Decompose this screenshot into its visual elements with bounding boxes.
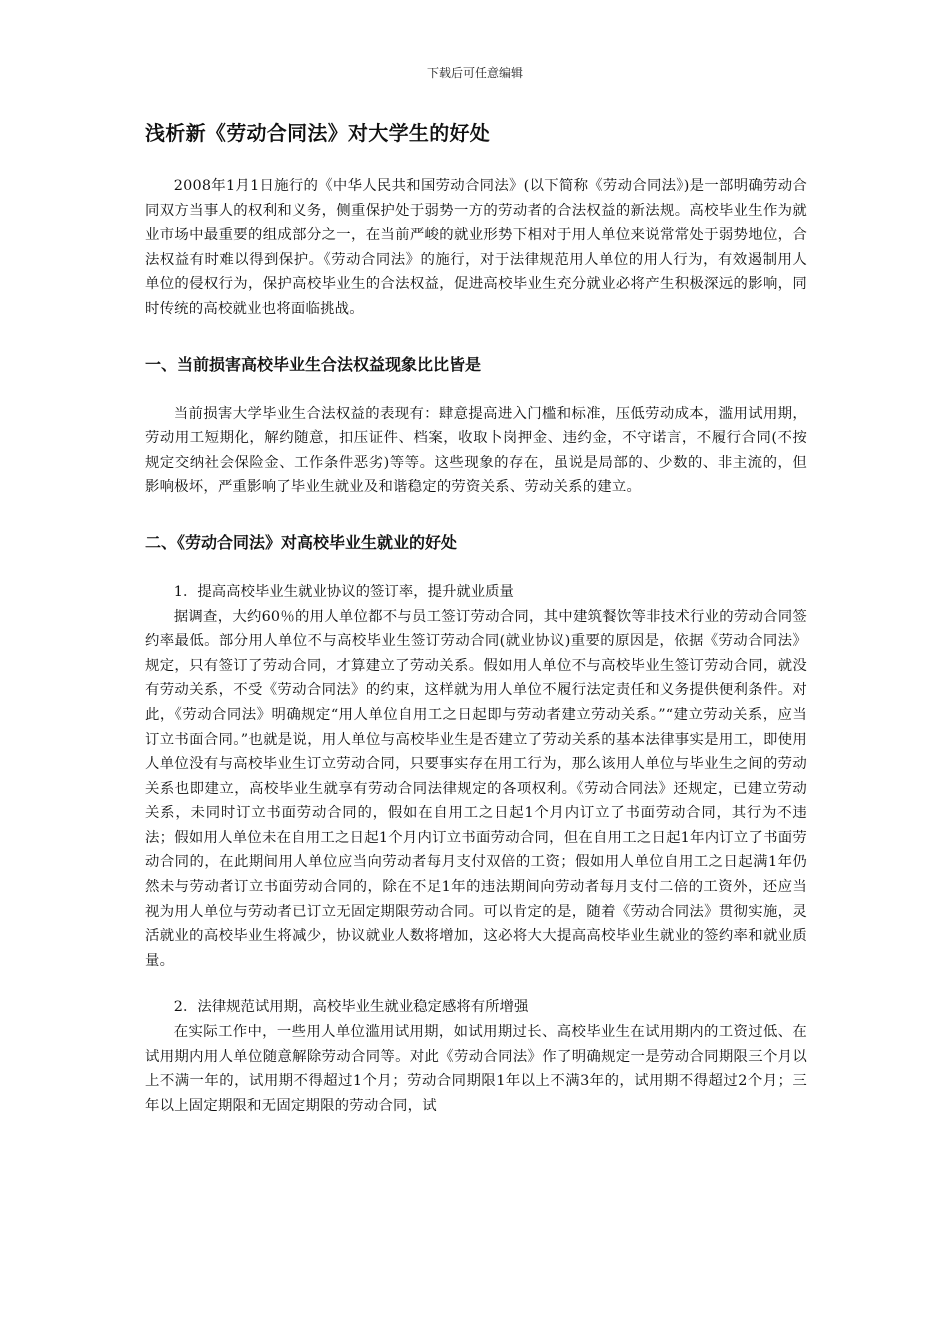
item2-title: 2．法律规范试用期，高校毕业生就业稳定感将有所增强 (173, 999, 529, 1016)
section2-heading: 二、《劳动合同法》对高校毕业生就业的好处 (145, 532, 458, 552)
item1-paragraph: 据调查，大约60％的用人单位都不与员工签订劳动合同，其中建筑餐饮等非技术行业的劳动合同签约率最低。部分用人单位不与高校毕业生签订劳动合同(就业协议)重要的原因是，依据《劳动合同法》规定，只有签订了劳动合同，才算建立了劳动关系。假如用人单位不与高校毕业生签订劳动合同，就没有劳动关系，不受《劳动合同法》的约束，这样就为用人单位不履行法定责任和义务提供便利条件。对此，《劳动合同法》明确规定“用人单位自用工之日起即与劳动者建立劳动关系。”“建立劳动关系，应当订立书面合同。”也就是说，用人单位与高校毕业生是否建立了劳动关系的基本法律事实是用工，即使用人单位没有与高校毕业生订立劳动合同，只要事实存在用工行为，那么该用人单位与毕业生之间的劳动关系也即建立，高校毕业生就享有劳动合同法律规定的各项权利。《劳动合同法》还规定，已建立劳动关系，未同时订立书面劳动合同的，假如在自用工之日起1个月内订立了书面劳动合同，其行为不违法；假如用人单位未在自用工之日起1个月内订立书面劳动合同，但在自用工之日起1年内订立了书面劳动合同的，在此期间用人单位应当向劳动者每月支付双倍的工资；假如用人单位自用工之日起满1年仍然未与劳动者订立书面劳动合同的，除在不足1年的违法期间向劳动者每月支付二倍的工资外，还应当视为用人单位与劳动者已订立无固定期限劳动合同。可以肯定的是，随着《劳动合同法》贯彻实施，灵活就业的高校毕业生将减少，协议就业人数将增加，这必将大大提高高校毕业生就业的签约率和就业质量。 (145, 608, 807, 969)
document-title: 浅析新《劳动合同法》对大学生的好处 (145, 121, 491, 145)
item2-paragraph: 在实际工作中，一些用人单位滥用试用期，如试用期过长、高校毕业生在试用期内的工资过低、在试用期内用人单位随意解除劳动合同等。对此《劳动合同法》作了明确规定一是劳动合同期限三个月以上不满一年的，试用期不得超过1个月；劳动合同期限1年以上不满3年的，试用期不得超过2个月；三年以上固定期限和无固定期限的劳动合同，试 (145, 1024, 807, 1114)
section1-heading: 一、当前损害高校毕业生合法权益现象比比皆是 (145, 354, 482, 374)
item1-title: 1．提高高校毕业生就业协议的签订率，提升就业质量 (173, 583, 514, 600)
header-note: 下载后可任意编辑 (426, 66, 523, 80)
section1-paragraph: 当前损害大学毕业生合法权益的表现有：肆意提高进入门槛和标准，压低劳动成本，滥用试用期，劳动用工短期化，解约随意，扣压证件、档案，收取卜岗押金、违约金，不守诺言，不履行合同(不按规定交纳社会保险金、工作条件恶劣)等等。这些现象的存在，虽说是局部的、少数的、非主流的，但影响极坏，严重影响了毕业生就业及和谐稳定的劳资关系、劳动关系的建立。 (145, 405, 807, 496)
document-body (145, 118, 807, 1118)
intro-paragraph: 2008年1月1日施行的《中华人民共和国劳动合同法》(以下简称《劳动合同法》)是一部明确劳动合同双方当事人的权利和义务，侧重保护处于弱势一方的劳动者的合法权益的新法规。高校毕业生作为就业市场中最重要的组成部分之一，在当前严峻的就业形势下相对于用人单位来说常常处于弱势地位，合法权益有时难以得到保护。《劳动合同法》的施行，对于法律规范用人单位的用人行为，有效遏制用人单位的侵权行为，保护高校毕业生的合法权益，促进高校毕业生充分就业必将产生积极深远的影响，同时传统的高校就业也将面临挑战。 (145, 178, 807, 317)
spacer (145, 973, 807, 995)
